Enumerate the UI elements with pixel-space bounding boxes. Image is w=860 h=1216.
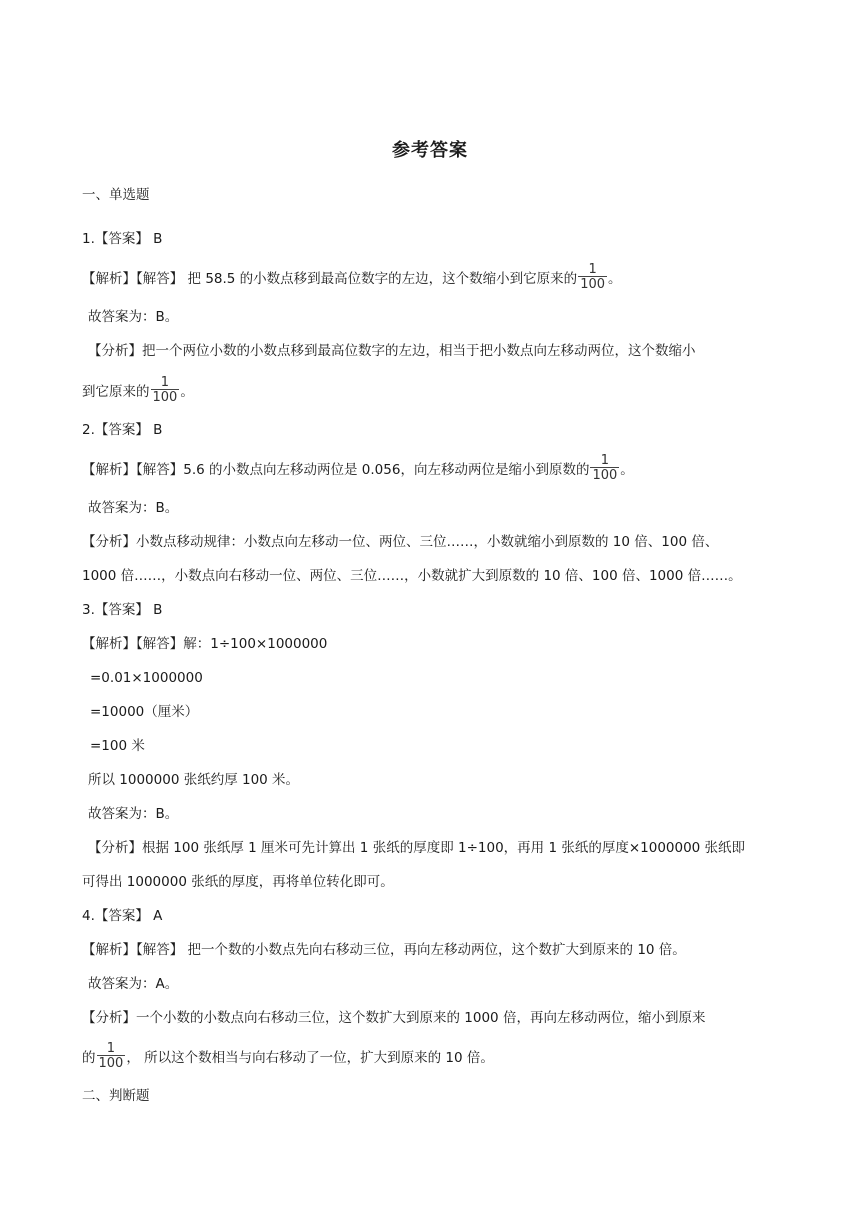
fraction-one-hundredth: $\frac{1}{100}$ [592,453,618,483]
q3-conclusion: 所以 1000000 张纸约厚 100 米。 [88,772,300,788]
q3-therefore: 故答案为：B。 [88,806,179,822]
q3-analysis: 【解析】【解答】解：1÷100×1000000 [82,636,328,652]
q2-therefore: 故答案为：B。 [88,500,179,516]
q2-answer: 2.【答案】 B [82,422,163,438]
q3-explanation-line-2: 可得出 1000000 张纸的厚度，再将单位转化即可。 [82,874,394,890]
q2-explanation-line-1: 【分析】小数点移动规律：小数点向左移动一位、两位、三位……，小数就缩小到原数的 10 倍、100 倍、 [82,534,719,550]
q1-therefore: 故答案为：B。 [88,309,179,325]
q4-explanation-line-1: 【分析】一个小数的小数点向右移动三位，这个数扩大到原来的 1000 倍，再向左移动两位，缩小到原来 [82,1010,706,1026]
q4-answer: 4.【答案】 A [82,908,163,924]
q4-explanation-line-2: 的 $\frac{1}{100}$ ， 所以这个数相当与向右移动了一位，扩大到原来的 10 倍。 [82,1041,494,1071]
fraction-one-hundredth: $\frac{1}{100}$ [580,262,606,292]
q2-analysis: 【解析】【解答】5.6 的小数点向左移动两位是 0.056，向左移动两位是缩小到原数的 $\frac{1}{100}$ 。 [82,453,634,483]
q1-explanation-line-2: 到它原来的 $\frac{1}{100}$ 。 [82,375,194,405]
page-title: 参考答案 [392,140,468,161]
section-heading-single-choice: 一、单选题 [82,187,150,203]
q1-analysis-text: 【解析】【解答】 把 58.5 的小数点移到最高位数字的左边，这个数缩小到它原来的 [82,271,578,287]
fraction-one-hundredth: $\frac{1}{100}$ [98,1041,124,1071]
q3-step-3: =100 米 [90,738,145,754]
q3-step-2: =10000（厘米） [90,704,199,720]
q2-explanation-line-2: 1000 倍……，小数点向右移动一位、两位、三位……，小数就扩大到原数的 10 倍、100 倍、1000 倍……。 [82,568,742,584]
q4-therefore: 故答案为：A。 [88,976,179,992]
q3-step-1: =0.01×1000000 [90,670,203,686]
q1-analysis: 【解析】【解答】 把 58.5 的小数点移到最高位数字的左边，这个数缩小到它原来的 $\frac{1}{100}$ 。 [82,262,622,292]
q1-explanation-line-1: 【分析】把一个两位小数的小数点移到最高位数字的左边，相当于把小数点向左移动两位，这个数缩小 [88,343,696,359]
q4-analysis: 【解析】【解答】 把一个数的小数点先向右移动三位，再向左移动两位，这个数扩大到原来的 10 倍。 [82,942,686,958]
q3-explanation-line-1: 【分析】根据 100 张纸厚 1 厘米可先计算出 1 张纸的厚度即 1÷100，再用 1 张纸的厚度×1000000 张纸即 [88,840,746,856]
q1-answer: 1.【答案】 B [82,231,163,247]
q3-answer: 3.【答案】 B [82,602,163,618]
section-heading-true-false: 二、判断题 [82,1088,150,1104]
fraction-one-hundredth: $\frac{1}{100}$ [152,375,178,405]
